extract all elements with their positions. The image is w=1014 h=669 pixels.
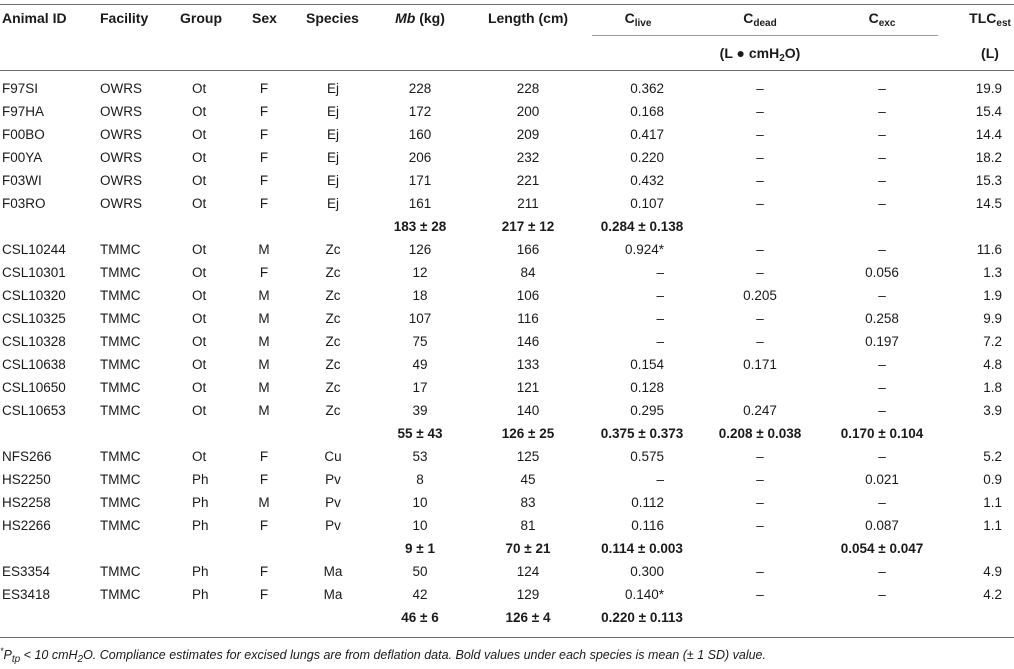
cell-sex: F [259, 518, 269, 533]
cell-id: F97HA [2, 104, 45, 119]
cell-clive: 0.417 [630, 127, 664, 142]
cell-species: Cu [324, 449, 342, 464]
cell-clive: – [656, 334, 664, 349]
cell-cexc: – [878, 150, 886, 165]
table-row [0, 238, 1014, 261]
cell-species: Ej [326, 173, 340, 188]
cell-mb: 39 [412, 403, 428, 418]
cell-tlc: 4.2 [983, 587, 1002, 602]
cell-sex: M [258, 288, 270, 303]
cell-group: Ot [192, 81, 207, 96]
cell-cexc: 0.054 ± 0.047 [840, 541, 924, 556]
mean-row [0, 537, 1014, 560]
cell-facility: TMMC [100, 265, 141, 280]
top-rule [0, 4, 1014, 5]
cell-cexc: – [878, 104, 886, 119]
cell-facility: TMMC [100, 495, 141, 510]
cell-tlc: 4.9 [983, 564, 1002, 579]
cell-cdead: – [756, 587, 764, 602]
cell-length: 140 [516, 403, 540, 418]
cell-mb: 161 [408, 196, 432, 211]
cell-species: Ej [326, 104, 340, 119]
cell-facility: OWRS [100, 127, 142, 142]
cell-group: Ph [192, 587, 209, 602]
cell-tlc: 4.8 [983, 357, 1002, 372]
cell-cdead: – [756, 104, 764, 119]
table-row [0, 77, 1014, 100]
cell-length: 211 [517, 196, 539, 211]
cell-id: CSL10320 [2, 288, 66, 303]
header-mb: Mb (kg) [395, 10, 445, 26]
cell-group: Ot [192, 334, 207, 349]
cell-tlc: 1.3 [983, 265, 1002, 280]
cell-sex: F [259, 472, 269, 487]
header-facility: Facility [100, 10, 149, 26]
cell-id: CSL10301 [2, 265, 66, 280]
cell-id: CSL10650 [2, 380, 66, 395]
cell-cdead: – [756, 196, 764, 211]
cell-mb: 10 [412, 518, 428, 533]
header-bottom-rule [0, 70, 1014, 71]
cell-sex: M [258, 380, 270, 395]
cell-species: Pv [325, 472, 341, 487]
table-row [0, 307, 1014, 330]
cell-id: F00YA [2, 150, 43, 165]
cell-species: Zc [325, 380, 341, 395]
cell-facility: OWRS [100, 81, 142, 96]
cell-length: 129 [516, 587, 540, 602]
table-row [0, 261, 1014, 284]
cell-facility: TMMC [100, 380, 141, 395]
cell-clive: – [656, 288, 664, 303]
cell-tlc: 3.9 [983, 403, 1002, 418]
cell-length: 166 [516, 242, 540, 257]
cell-species: Ej [326, 196, 340, 211]
cell-cexc: 0.087 [865, 518, 899, 533]
cell-length: 126 ± 4 [505, 610, 551, 625]
cell-sex: F [259, 104, 269, 119]
cell-cdead: 0.171 [743, 357, 777, 372]
cell-length: 121 [516, 380, 540, 395]
table-row [0, 399, 1014, 422]
cell-mb: 107 [408, 311, 432, 326]
table-row [0, 100, 1014, 123]
header-animal-id: Animal ID [2, 10, 67, 26]
cell-cexc: – [878, 196, 886, 211]
header-sex: Sex [252, 10, 277, 26]
cell-id: CSL10653 [2, 403, 66, 418]
cell-length: 125 [516, 449, 540, 464]
cell-cexc: – [878, 564, 886, 579]
cell-clive: 0.128 [630, 380, 664, 395]
cell-group: Ot [192, 173, 207, 188]
cell-sex: F [259, 173, 269, 188]
table-row [0, 192, 1014, 215]
cell-facility: TMMC [100, 311, 141, 326]
cell-cexc: – [878, 242, 886, 257]
cell-clive: 0.168 [630, 104, 664, 119]
cell-facility: TMMC [100, 449, 141, 464]
table-row [0, 376, 1014, 399]
cell-tlc: 14.4 [975, 127, 1002, 142]
table-row [0, 146, 1014, 169]
cell-length: 70 ± 21 [505, 541, 551, 556]
cell-group: Ot [192, 449, 207, 464]
table-row [0, 330, 1014, 353]
cell-clive: – [656, 311, 664, 326]
table-row [0, 491, 1014, 514]
header-c-live: $C_{live}$ [624, 10, 652, 29]
cell-cdead: – [756, 242, 764, 257]
cell-mb: 12 [412, 265, 428, 280]
cell-group: Ot [192, 265, 207, 280]
cell-sex: M [258, 403, 270, 418]
cell-species: Ej [326, 150, 340, 165]
header-species: Species [306, 10, 359, 26]
cell-length: 116 [517, 311, 539, 326]
cell-cdead: – [756, 311, 764, 326]
cell-sex: M [258, 357, 270, 372]
cell-species: Ma [323, 564, 343, 579]
cell-species: Ej [326, 81, 340, 96]
cell-clive: 0.924* [624, 242, 664, 257]
cell-tlc: 1.1 [983, 518, 1002, 533]
cell-cdead: – [756, 265, 764, 280]
cell-cdead: 0.208 ± 0.038 [718, 426, 802, 441]
cell-tlc: 15.3 [975, 173, 1002, 188]
table-row [0, 284, 1014, 307]
cell-facility: TMMC [100, 564, 141, 579]
cell-sex: F [259, 449, 269, 464]
cell-clive: 0.107 [630, 196, 664, 211]
cell-sex: F [259, 150, 269, 165]
cell-species: Zc [325, 311, 341, 326]
header-c-dead: $C_{dead}$ [743, 10, 777, 29]
cell-group: Ot [192, 380, 207, 395]
cell-mb: 172 [408, 104, 432, 119]
cell-cexc: 0.197 [865, 334, 899, 349]
cell-clive: 0.362 [630, 81, 664, 96]
cell-cdead: – [756, 173, 764, 188]
cell-id: CSL10638 [2, 357, 66, 372]
cell-id: F97SI [2, 81, 39, 96]
cell-clive: 0.154 [630, 357, 664, 372]
cell-clive: 0.116 [631, 518, 664, 533]
cell-clive: – [656, 472, 664, 487]
cell-clive: 0.432 [630, 173, 664, 188]
cell-id: HS2250 [2, 472, 51, 487]
cell-cexc: – [878, 357, 886, 372]
cell-mb: 160 [408, 127, 432, 142]
cell-sex: F [259, 587, 269, 602]
cell-length: 232 [516, 150, 540, 165]
cell-facility: TMMC [100, 334, 141, 349]
mean-row [0, 422, 1014, 445]
cell-mb: 206 [408, 150, 432, 165]
cell-group: Ot [192, 104, 207, 119]
cell-cdead: – [756, 127, 764, 142]
cell-facility: OWRS [100, 150, 142, 165]
cell-length: 106 [516, 288, 540, 303]
cell-species: Zc [325, 403, 341, 418]
cell-mb: 171 [408, 173, 432, 188]
cell-cexc: – [878, 587, 886, 602]
cell-clive: – [656, 265, 664, 280]
cell-cexc: – [878, 127, 886, 142]
cell-id: CSL10325 [2, 311, 66, 326]
cell-group: Ot [192, 403, 207, 418]
cell-length: 84 [520, 265, 536, 280]
cell-facility: OWRS [100, 173, 142, 188]
header-tlc: $TLC_{est}$ [969, 10, 1011, 29]
table-row [0, 353, 1014, 376]
cell-cdead: – [756, 150, 764, 165]
table-row [0, 560, 1014, 583]
cell-clive: 0.300 [630, 564, 664, 579]
cell-length: 200 [516, 104, 540, 119]
cell-cexc: 0.021 [865, 472, 899, 487]
cell-length: 124 [516, 564, 540, 579]
cell-tlc: 18.2 [975, 150, 1002, 165]
cell-mb: 17 [412, 380, 428, 395]
table-row [0, 123, 1014, 146]
cell-tlc: 15.4 [975, 104, 1002, 119]
cell-id: ES3418 [2, 587, 51, 602]
cell-mb: 8 [416, 472, 424, 487]
cell-id: F03RO [2, 196, 46, 211]
table-row [0, 445, 1014, 468]
cell-cexc: 0.170 ± 0.104 [840, 426, 924, 441]
cell-tlc: 9.9 [983, 311, 1002, 326]
header-c-exc: $C_{exc}$ [868, 10, 896, 29]
cell-length: 126 ± 25 [501, 426, 555, 441]
cell-facility: TMMC [100, 288, 141, 303]
cell-cdead: – [756, 334, 764, 349]
mean-row [0, 606, 1014, 629]
cell-tlc: 19.9 [975, 81, 1002, 96]
cell-group: Ph [192, 472, 209, 487]
cell-cexc: – [878, 173, 886, 188]
cell-cdead: – [756, 495, 764, 510]
cell-sex: F [259, 127, 269, 142]
cell-facility: TMMC [100, 242, 141, 257]
cell-id: HS2266 [2, 518, 51, 533]
header-compliance-unit: (L ● cmH$_2$O) [719, 45, 801, 64]
cell-tlc: 1.1 [983, 495, 1002, 510]
cell-id: ES3354 [2, 564, 51, 579]
cell-clive: 0.140* [624, 587, 664, 602]
cell-species: Zc [325, 288, 341, 303]
cell-species: Zc [325, 242, 341, 257]
cell-group: Ot [192, 150, 207, 165]
compliance-subrule [592, 35, 938, 36]
cell-cexc: – [878, 449, 886, 464]
cell-cdead: – [756, 81, 764, 96]
cell-cdead: 0.205 [743, 288, 777, 303]
cell-sex: F [259, 196, 269, 211]
cell-clive: 0.295 [630, 403, 664, 418]
cell-cdead: 0.247 [743, 403, 777, 418]
cell-cexc: – [878, 495, 886, 510]
cell-cdead: – [756, 518, 764, 533]
cell-cexc: – [878, 403, 886, 418]
cell-length: 209 [516, 127, 540, 142]
cell-clive: 0.284 ± 0.138 [600, 219, 684, 234]
cell-clive: 0.114 ± 0.003 [601, 541, 683, 556]
cell-sex: M [258, 242, 270, 257]
cell-tlc: 0.9 [983, 472, 1002, 487]
cell-sex: M [258, 311, 270, 326]
cell-cexc: 0.258 [865, 311, 899, 326]
cell-clive: 0.220 [630, 150, 664, 165]
cell-species: Zc [325, 265, 341, 280]
cell-group: Ot [192, 288, 207, 303]
cell-group: Ot [192, 311, 207, 326]
cell-facility: TMMC [100, 357, 141, 372]
cell-tlc: 1.9 [983, 288, 1002, 303]
cell-group: Ot [192, 242, 207, 257]
cell-sex: M [258, 334, 270, 349]
header-length: Length (cm) [487, 10, 569, 26]
cell-mb: 75 [412, 334, 428, 349]
cell-mb: 183 ± 28 [393, 219, 447, 234]
table-row [0, 514, 1014, 537]
cell-group: Ph [192, 564, 209, 579]
cell-id: NFS266 [2, 449, 52, 464]
cell-species: Pv [325, 495, 341, 510]
cell-mb: 53 [412, 449, 428, 464]
cell-tlc: 1.8 [983, 380, 1002, 395]
header-group: Group [180, 10, 222, 26]
cell-id: CSL10244 [2, 242, 66, 257]
cell-clive: 0.112 [631, 495, 664, 510]
cell-species: Zc [325, 334, 341, 349]
cell-length: 133 [516, 357, 540, 372]
cell-species: Pv [325, 518, 341, 533]
cell-group: Ph [192, 518, 209, 533]
cell-tlc: 7.2 [983, 334, 1002, 349]
cell-facility: TMMC [100, 587, 141, 602]
cell-length: 146 [516, 334, 540, 349]
header-units-row [0, 42, 1014, 65]
bottom-rule [0, 637, 1014, 638]
mean-row [0, 215, 1014, 238]
cell-mb: 50 [412, 564, 428, 579]
cell-mb: 228 [408, 81, 432, 96]
header-tlc-unit: (L) [981, 45, 999, 61]
cell-id: CSL10328 [2, 334, 66, 349]
cell-facility: TMMC [100, 518, 141, 533]
cell-species: Ej [326, 127, 340, 142]
cell-cdead: – [756, 449, 764, 464]
cell-cdead: – [756, 472, 764, 487]
table-row [0, 468, 1014, 491]
cell-group: Ot [192, 127, 207, 142]
cell-sex: F [259, 564, 269, 579]
cell-clive: 0.375 ± 0.373 [600, 426, 684, 441]
cell-mb: 55 ± 43 [397, 426, 443, 441]
cell-sex: M [258, 495, 270, 510]
cell-clive: 0.575 [630, 449, 664, 464]
cell-tlc: 5.2 [983, 449, 1002, 464]
header-row [0, 7, 1014, 30]
cell-cexc: – [878, 81, 886, 96]
cell-length: 45 [520, 472, 536, 487]
cell-mb: 9 ± 1 [405, 541, 435, 556]
cell-clive: 0.220 ± 0.113 [601, 610, 683, 625]
cell-group: Ot [192, 196, 207, 211]
cell-cexc: – [878, 380, 886, 395]
table-row [0, 583, 1014, 606]
cell-cexc: – [878, 288, 886, 303]
cell-length: 221 [516, 173, 540, 188]
cell-mb: 46 ± 6 [401, 610, 439, 625]
cell-id: F00BO [2, 127, 45, 142]
table-body [0, 77, 1014, 629]
cell-facility: OWRS [100, 196, 142, 211]
cell-tlc: 14.5 [975, 196, 1002, 211]
cell-mb: 49 [412, 357, 428, 372]
cell-tlc: 11.6 [976, 242, 1002, 257]
cell-species: Ma [323, 587, 343, 602]
cell-mb: 10 [412, 495, 428, 510]
cell-id: HS2258 [2, 495, 51, 510]
cell-facility: TMMC [100, 472, 141, 487]
cell-facility: TMMC [100, 403, 141, 418]
cell-sex: F [259, 265, 269, 280]
cell-length: 81 [520, 518, 536, 533]
cell-cdead: – [756, 564, 764, 579]
cell-length: 83 [520, 495, 536, 510]
cell-sex: F [259, 81, 269, 96]
cell-mb: 18 [412, 288, 428, 303]
cell-species: Zc [325, 357, 341, 372]
cell-length: 228 [516, 81, 540, 96]
cell-group: Ph [192, 495, 209, 510]
footnote: $^*P_{tp} < 10$ cmH$_2$O. Compliance estimates for excised lungs are from deflation data. Bold values under each species is mean (± 1 SD) value. [0, 646, 766, 666]
cell-group: Ot [192, 357, 207, 372]
cell-length: 217 ± 12 [501, 219, 555, 234]
cell-cexc: 0.056 [865, 265, 899, 280]
cell-mb: 126 [408, 242, 432, 257]
cell-facility: OWRS [100, 104, 142, 119]
cell-mb: 42 [412, 587, 428, 602]
table-row [0, 169, 1014, 192]
cell-id: F03WI [2, 173, 42, 188]
